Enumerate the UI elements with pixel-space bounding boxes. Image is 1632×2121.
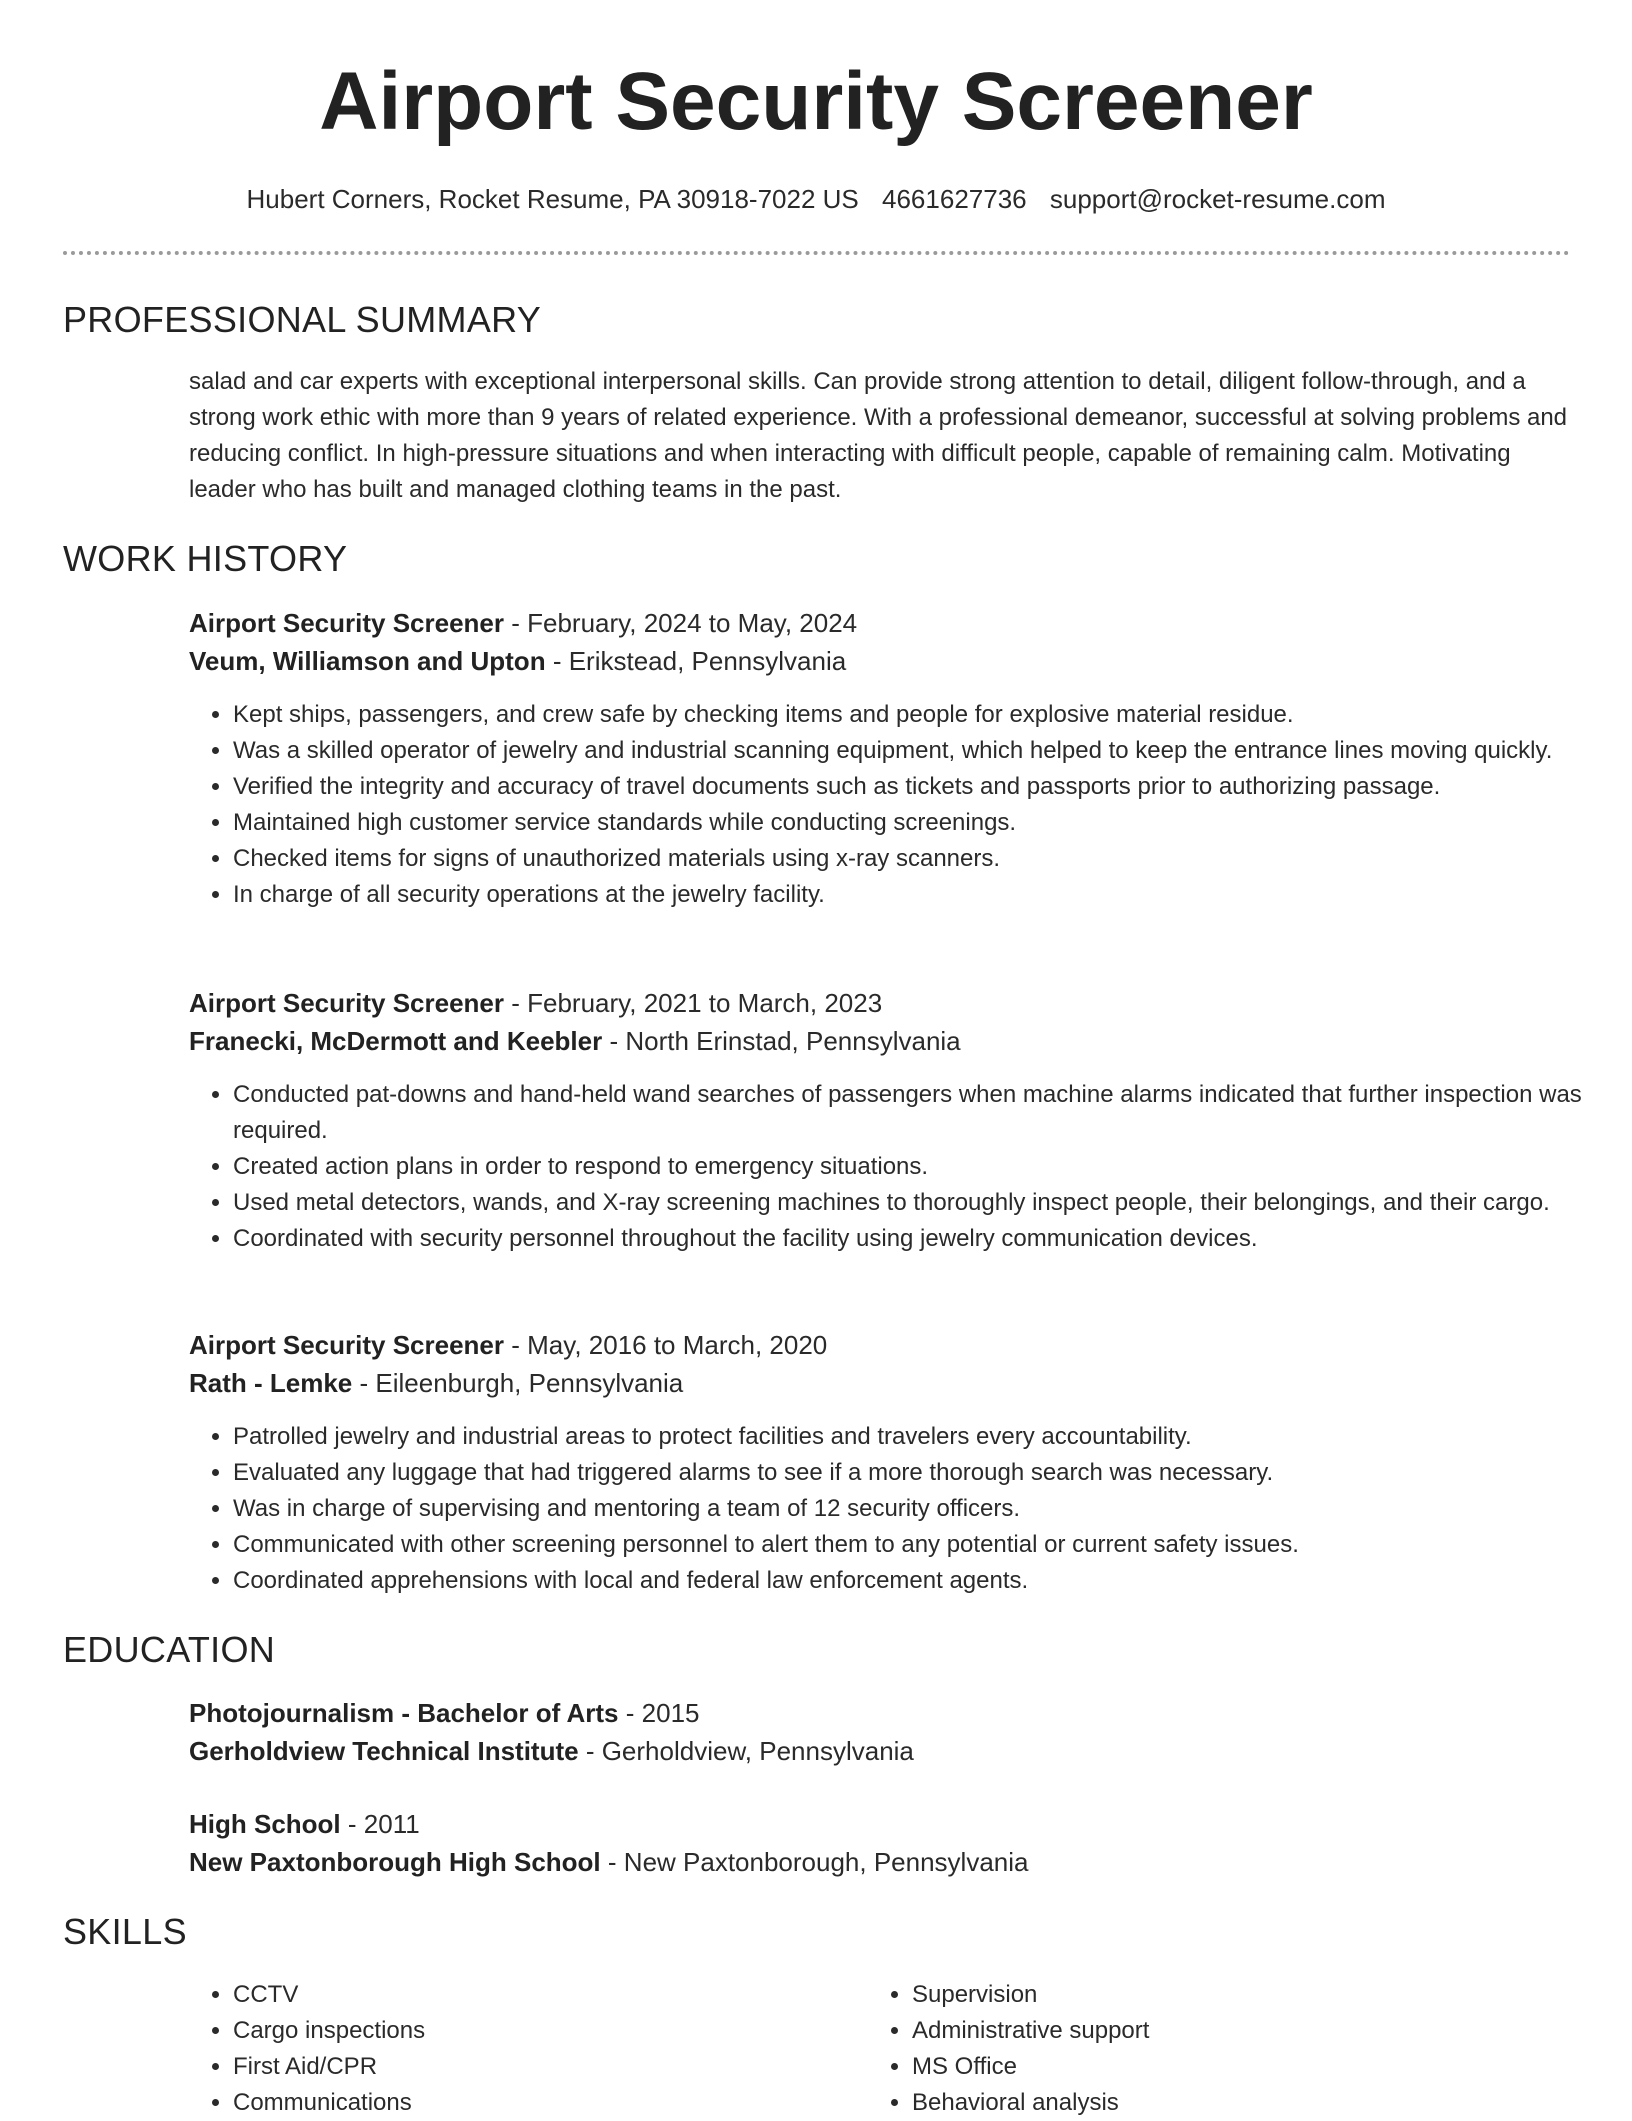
job-location: - North Erinstad, Pennsylvania: [609, 1026, 961, 1056]
job-title: Airport Security Screener: [189, 1330, 505, 1360]
job-location: - Erikstead, Pennsylvania: [552, 646, 847, 676]
education-degree: Photojournalism - Bachelor of Arts: [189, 1698, 619, 1728]
education-school: Gerholdview Technical Institute: [189, 1736, 579, 1766]
skill-item: • Behavioral analysis: [912, 2085, 1532, 2121]
job-dates: - February, 2024 to May, 2024: [511, 608, 858, 638]
education-location: - Gerholdview, Pennsylvania: [585, 1736, 914, 1766]
skill-item: • CCTV: [233, 1977, 853, 2013]
education-entry: [189, 1694, 1569, 1770]
education-degree-line: [189, 1805, 1569, 1843]
job-entry: [189, 984, 1569, 1060]
list-item: • Was in charge of supervising and mentoring a team of 12 security officers.: [233, 1491, 1613, 1527]
list-item: • Verified the integrity and accuracy of travel documents such as tickets and passports prior to authorizing passage.: [233, 769, 1613, 805]
skills-list-left: [189, 1977, 853, 2121]
job-title: Airport Security Screener: [189, 608, 505, 638]
contact-address: Hubert Corners, Rocket Resume, PA 30918-7022 US: [246, 184, 859, 214]
list-item: • Maintained high customer service standards while conducting screenings.: [233, 805, 1613, 841]
section-heading-summary: PROFESSIONAL SUMMARY: [63, 299, 542, 340]
job-company: Rath - Lemke: [189, 1368, 353, 1398]
list-item: • Conducted pat-downs and hand-held wand searches of passengers when machine alarms indicated that further inspection was required.: [233, 1077, 1613, 1149]
job-company: Veum, Williamson and Upton: [189, 646, 546, 676]
skill-item: • Communications: [233, 2085, 853, 2121]
skill-item: • First Aid/CPR: [233, 2049, 853, 2085]
list-item: • Evaluated any luggage that had triggered alarms to see if a more thorough search was necessary.: [233, 1455, 1613, 1491]
summary-text: salad and car experts with exceptional interpersonal skills. Can provide strong attention to detail, diligent follow-through, and a strong work ethic with more than 9 years of related experience. With a professional demeanor, successful at solving problems and reducing conflict. In high-pressure situations and when interacting with difficult people, capable of remaining calm. Motivating leader who has built and managed clothing teams in the past.: [189, 368, 1568, 503]
education-entry: [189, 1805, 1569, 1881]
job-bullets: [189, 1077, 1613, 1257]
education-school: New Paxtonborough High School: [189, 1847, 601, 1877]
job-company-line: [189, 1022, 1569, 1060]
job-bullets: [189, 1419, 1613, 1599]
job-company-line: [189, 1364, 1569, 1402]
list-item: • Patrolled jewelry and industrial areas to protect facilities and travelers every accountability.: [233, 1419, 1613, 1455]
job-title-line: [189, 604, 1569, 642]
education-location: - New Paxtonborough, Pennsylvania: [607, 1847, 1029, 1877]
education-school-line: [189, 1732, 1569, 1770]
list-item: • Coordinated apprehensions with local and federal law enforcement agents.: [233, 1563, 1613, 1599]
list-item: • Communicated with other screening personnel to alert them to any potential or current safety issues.: [233, 1527, 1613, 1563]
job-bullets: [189, 697, 1613, 913]
section-heading-skills: SKILLS: [63, 1911, 187, 1952]
contact-line: [0, 181, 1632, 217]
job-title: Airport Security Screener: [189, 988, 505, 1018]
skill-item: • Administrative support: [912, 2013, 1532, 2049]
job-title-line: [189, 1326, 1569, 1364]
list-item: • Created action plans in order to respond to emergency situations.: [233, 1149, 1613, 1185]
job-title-line: [189, 984, 1569, 1022]
section-heading-education: EDUCATION: [63, 1629, 276, 1670]
resume-name: Airport Security Screener: [319, 56, 1313, 147]
job-dates: - February, 2021 to March, 2023: [511, 988, 883, 1018]
skill-item: • Supervision: [912, 1977, 1532, 2013]
skills-list-right: [868, 1977, 1532, 2121]
list-item: • Checked items for signs of unauthorized materials using x-ray scanners.: [233, 841, 1613, 877]
job-entry: [189, 604, 1569, 680]
education-year: - 2015: [625, 1698, 700, 1728]
job-location: - Eileenburgh, Pennsylvania: [359, 1368, 684, 1398]
education-school-line: [189, 1843, 1569, 1881]
education-year: - 2011: [347, 1809, 420, 1839]
job-entry: [189, 1326, 1569, 1402]
header-divider: [63, 251, 1570, 255]
skill-item: • MS Office: [912, 2049, 1532, 2085]
section-heading-work-history: WORK HISTORY: [63, 538, 348, 579]
education-degree-line: [189, 1694, 1569, 1732]
education-degree: High School: [189, 1809, 341, 1839]
contact-phone: 4661627736: [882, 184, 1027, 214]
list-item: • Kept ships, passengers, and crew safe by checking items and people for explosive material residue.: [233, 697, 1613, 733]
list-item: • Was a skilled operator of jewelry and industrial scanning equipment, which helped to keep the entrance lines moving quickly.: [233, 733, 1613, 769]
job-company-line: [189, 642, 1569, 680]
list-item: • Used metal detectors, wands, and X-ray screening machines to thoroughly inspect people, their belongings, and their cargo.: [233, 1185, 1613, 1221]
job-dates: - May, 2016 to March, 2020: [511, 1330, 828, 1360]
skill-item: • Cargo inspections: [233, 2013, 853, 2049]
job-company: Franecki, McDermott and Keebler: [189, 1026, 603, 1056]
list-item: • In charge of all security operations at the jewelry facility.: [233, 877, 1613, 913]
contact-email: support@rocket-resume.com: [1049, 184, 1386, 214]
list-item: • Coordinated with security personnel throughout the facility using jewelry communication devices.: [233, 1221, 1613, 1257]
